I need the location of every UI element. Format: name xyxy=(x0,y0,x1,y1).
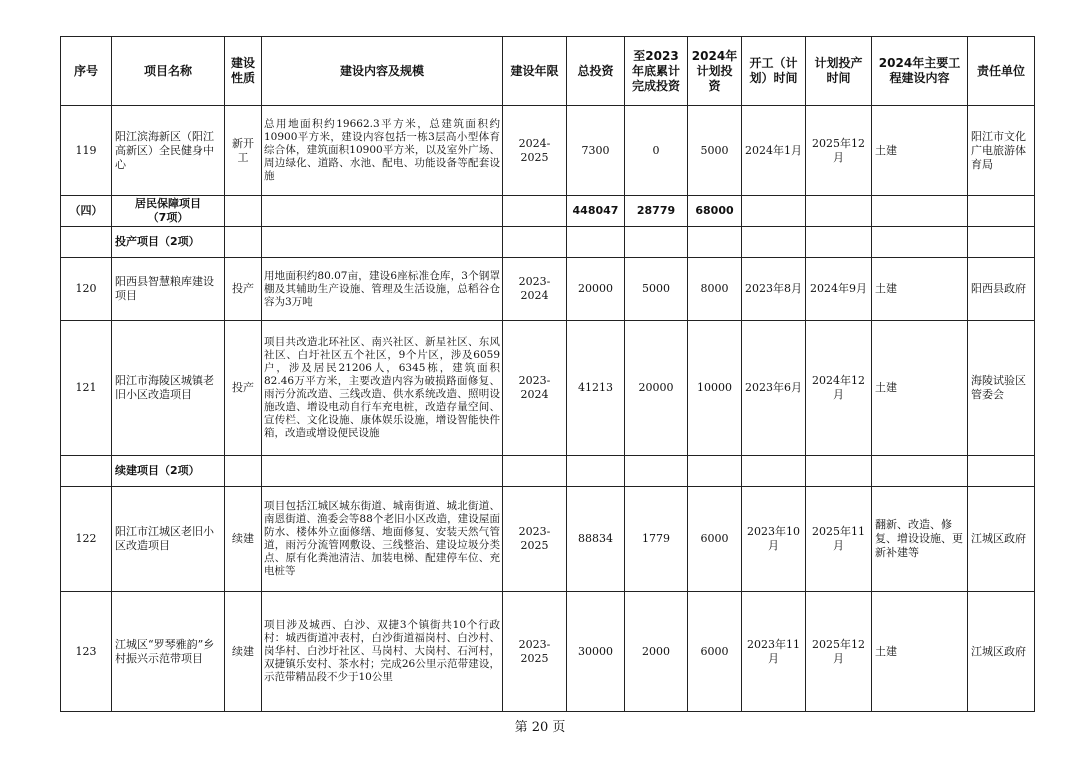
production-time: 2025年12月 xyxy=(806,592,872,712)
responsible-unit: 阳江市文化广电旅游体育局 xyxy=(968,106,1035,196)
section-done: 28779 xyxy=(625,196,688,227)
empty-cell xyxy=(688,227,742,258)
row-number: 120 xyxy=(61,258,112,321)
completed-investment: 0 xyxy=(625,106,688,196)
table-row xyxy=(61,592,1035,712)
total-investment: 7300 xyxy=(567,106,625,196)
completed-investment: 20000 xyxy=(625,321,688,456)
empty-cell xyxy=(503,456,567,487)
empty-cell xyxy=(225,196,262,227)
empty-cell xyxy=(968,196,1035,227)
production-time: 2024年9月 xyxy=(806,258,872,321)
completed-investment: 5000 xyxy=(625,258,688,321)
empty-cell xyxy=(872,456,968,487)
project-name: 阳江市海陵区城镇老旧小区改造项目 xyxy=(112,321,225,456)
project-name: 阳江滨海新区（阳江高新区）全民健身中心 xyxy=(112,106,225,196)
start-time: 2024年1月 xyxy=(742,106,806,196)
empty-cell xyxy=(742,227,806,258)
content: 用地面积约80.07亩，建设6座标准仓库，3个钢罩棚及其辅助生产设施、管理及生活设施，总稻谷仓容为3万吨 xyxy=(262,258,503,321)
row-number: 119 xyxy=(61,106,112,196)
main-work: 土建 xyxy=(872,258,968,321)
empty-cell xyxy=(625,456,688,487)
empty-cell xyxy=(503,196,567,227)
nature: 投产 xyxy=(225,258,262,321)
empty-cell xyxy=(262,196,503,227)
project-name: 阳西县智慧粮库建设项目 xyxy=(112,258,225,321)
header-cell: 2024年主要工程建设内容 xyxy=(872,37,968,106)
section-number: （四） xyxy=(61,196,112,227)
nature: 投产 xyxy=(225,321,262,456)
total-investment: 88834 xyxy=(567,487,625,592)
header-row xyxy=(61,37,1035,106)
completed-investment: 2000 xyxy=(625,592,688,712)
total-investment: 20000 xyxy=(567,258,625,321)
project-name: 江城区“罗琴雅韵”乡村振兴示范带项目 xyxy=(112,592,225,712)
empty-cell xyxy=(872,196,968,227)
content: 项目共改造北环社区、南兴社区、新星社区、东风社区、白圩社区五个社区，9个片区，涉及6059户，涉及居民21206人，6345栋，建筑面积82.46万平方米，主要改造内容为破损路面修复、雨污分流改造、三线改造、供水系统改造、照明设施改造、增设电动自行车充电桩，改造存量空间、宣传栏、文化设施、康体娱乐设施，增设智能快件箱，改造或增设便民设施 xyxy=(262,321,503,456)
production-time: 2025年11月 xyxy=(806,487,872,592)
start-time: 2023年8月 xyxy=(742,258,806,321)
start-time: 2023年11月 xyxy=(742,592,806,712)
plan-investment: 5000 xyxy=(688,106,742,196)
responsible-unit: 江城区政府 xyxy=(968,592,1035,712)
nature: 续建 xyxy=(225,487,262,592)
responsible-unit: 海陵试验区管委会 xyxy=(968,321,1035,456)
years: 2023-2025 xyxy=(503,487,567,592)
empty-cell xyxy=(225,227,262,258)
empty-cell xyxy=(688,456,742,487)
empty-cell xyxy=(61,456,112,487)
table-row xyxy=(61,106,1035,196)
header-cell: 2024年计划投资 xyxy=(688,37,742,106)
main-work: 土建 xyxy=(872,106,968,196)
header-cell: 至2023年底累计完成投资 xyxy=(625,37,688,106)
nature: 新开工 xyxy=(225,106,262,196)
empty-cell xyxy=(61,227,112,258)
empty-cell xyxy=(806,227,872,258)
empty-cell xyxy=(872,227,968,258)
empty-cell xyxy=(567,227,625,258)
main-work: 土建 xyxy=(872,321,968,456)
total-investment: 30000 xyxy=(567,592,625,712)
subsection-row xyxy=(61,227,1035,258)
row-number: 123 xyxy=(61,592,112,712)
start-time: 2023年10月 xyxy=(742,487,806,592)
content: 总用地面积约19662.3平方米，总建筑面积约10900平方米，建设内容包括一栋3层高小型体育综合体，建筑面积10900平方米，以及室外广场、周边绿化、道路、水池、配电、功能设备等配套设施 xyxy=(262,106,503,196)
section-row xyxy=(61,196,1035,227)
nature: 续建 xyxy=(225,592,262,712)
header-cell: 建设内容及规模 xyxy=(262,37,503,106)
content: 项目涉及城西、白沙、双捷3个镇街共10个行政村：城西街道冲表村，白沙街道福岗村、白沙村、岗华村、白沙圩社区、马岗村、大岗村、石河村，双捷镇乐安村、茶水村；完成26公里示范带建设，示范带精品段不少于10公里 xyxy=(262,592,503,712)
empty-cell xyxy=(625,227,688,258)
years: 2023-2025 xyxy=(503,592,567,712)
production-time: 2024年12月 xyxy=(806,321,872,456)
header-cell: 项目名称 xyxy=(112,37,225,106)
empty-cell xyxy=(968,456,1035,487)
years: 2024-2025 xyxy=(503,106,567,196)
content: 项目包括江城区城东街道、城南街道、城北街道、南恩街道、渔委会等88个老旧小区改造，建设屋面防水、楼体外立面修缮、地面修复、安装天然气管道，雨污分流管网敷设、三线整治、建设垃圾分类点、原有化粪池清洁、加装电梯、配建停车位、充电桩等 xyxy=(262,487,503,592)
header-cell: 总投资 xyxy=(567,37,625,106)
section-total: 448047 xyxy=(567,196,625,227)
header-cell: 责任单位 xyxy=(968,37,1035,106)
plan-investment: 6000 xyxy=(688,592,742,712)
subsection-label: 续建项目（2项） xyxy=(112,456,225,487)
completed-investment: 1779 xyxy=(625,487,688,592)
row-number: 122 xyxy=(61,487,112,592)
empty-cell xyxy=(742,196,806,227)
empty-cell xyxy=(968,227,1035,258)
empty-cell xyxy=(806,456,872,487)
empty-cell xyxy=(262,456,503,487)
responsible-unit: 阳西县政府 xyxy=(968,258,1035,321)
main-work: 翻新、改造、修复、增设设施、更新补建等 xyxy=(872,487,968,592)
subsection-label: 投产项目（2项） xyxy=(112,227,225,258)
project-name: 阳江市江城区老旧小区改造项目 xyxy=(112,487,225,592)
empty-cell xyxy=(567,456,625,487)
production-time: 2025年12月 xyxy=(806,106,872,196)
empty-cell xyxy=(225,456,262,487)
page-number: 第 20 页 xyxy=(514,720,566,735)
empty-cell xyxy=(262,227,503,258)
section-name: 居民保障项目 （7项） xyxy=(112,196,225,227)
years: 2023-2024 xyxy=(503,321,567,456)
section-plan: 68000 xyxy=(688,196,742,227)
plan-investment: 8000 xyxy=(688,258,742,321)
table-row xyxy=(61,321,1035,456)
table-row xyxy=(61,258,1035,321)
empty-cell xyxy=(806,196,872,227)
header-cell: 序号 xyxy=(61,37,112,106)
header-cell: 计划投产时间 xyxy=(806,37,872,106)
header-cell: 建设年限 xyxy=(503,37,567,106)
empty-cell xyxy=(742,456,806,487)
responsible-unit: 江城区政府 xyxy=(968,487,1035,592)
project-table xyxy=(60,36,1035,712)
main-work: 土建 xyxy=(872,592,968,712)
header-cell: 建设性质 xyxy=(225,37,262,106)
start-time: 2023年6月 xyxy=(742,321,806,456)
subsection-row xyxy=(61,456,1035,487)
header-cell: 开工（计划）时间 xyxy=(742,37,806,106)
table-row xyxy=(61,487,1035,592)
plan-investment: 10000 xyxy=(688,321,742,456)
row-number: 121 xyxy=(61,321,112,456)
empty-cell xyxy=(503,227,567,258)
plan-investment: 6000 xyxy=(688,487,742,592)
years: 2023-2024 xyxy=(503,258,567,321)
total-investment: 41213 xyxy=(567,321,625,456)
